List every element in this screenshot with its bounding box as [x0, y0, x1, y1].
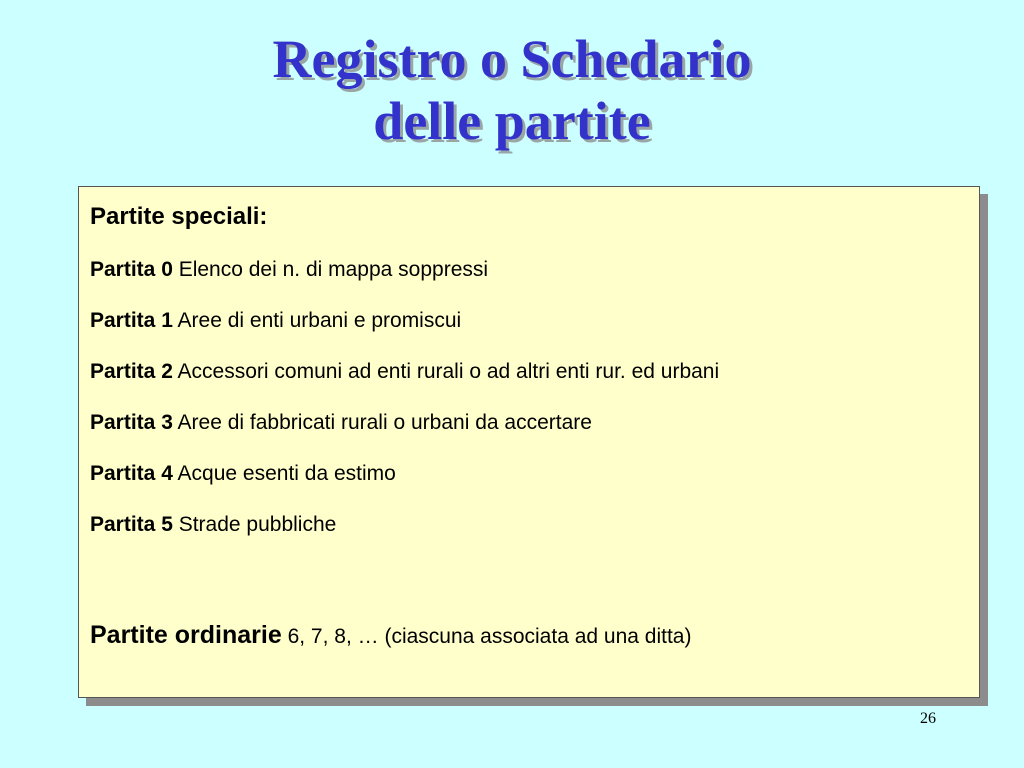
item-label: Partita 2 — [90, 360, 173, 383]
item-text: Strade pubbliche — [172, 513, 337, 536]
item-text: Aree di enti urbani e promiscui — [172, 309, 462, 332]
item-text: Accessori comuni ad enti rurali o ad altri enti rur. ed urbani — [172, 360, 720, 383]
list-item-partita-1 — [90, 309, 461, 333]
list-item-partita-5 — [90, 513, 336, 537]
partite-speciali-heading: Partite speciali: — [90, 203, 268, 230]
list-item-partita-0 — [90, 258, 488, 282]
partite-ordinarie-line — [90, 621, 691, 650]
list-item-partita-4 — [90, 462, 396, 486]
partite-ordinarie-label: Partite ordinarie — [90, 621, 282, 649]
item-text: Acque esenti da estimo — [172, 462, 396, 485]
item-text: Aree di fabbricati rurali o urbani da accertare — [172, 411, 592, 434]
content-box — [78, 186, 980, 698]
partite-ordinarie-text: 6, 7, 8, … (ciascuna associata ad una ditta) — [281, 625, 692, 648]
item-text: Elenco dei n. di mappa soppressi — [172, 258, 489, 281]
item-label: Partita 5 — [90, 513, 173, 536]
item-label: Partita 1 — [90, 309, 173, 332]
slide-title — [0, 28, 1024, 152]
slide-title-line-2: delle partite — [373, 91, 651, 151]
page-number: 26 — [920, 710, 936, 727]
slide-title-line-1: Registro o Schedario — [272, 29, 752, 89]
item-label: Partita 0 — [90, 258, 173, 281]
list-item-partita-3 — [90, 411, 592, 435]
list-item-partita-2 — [90, 360, 719, 384]
item-label: Partita 3 — [90, 411, 173, 434]
item-label: Partita 4 — [90, 462, 173, 485]
